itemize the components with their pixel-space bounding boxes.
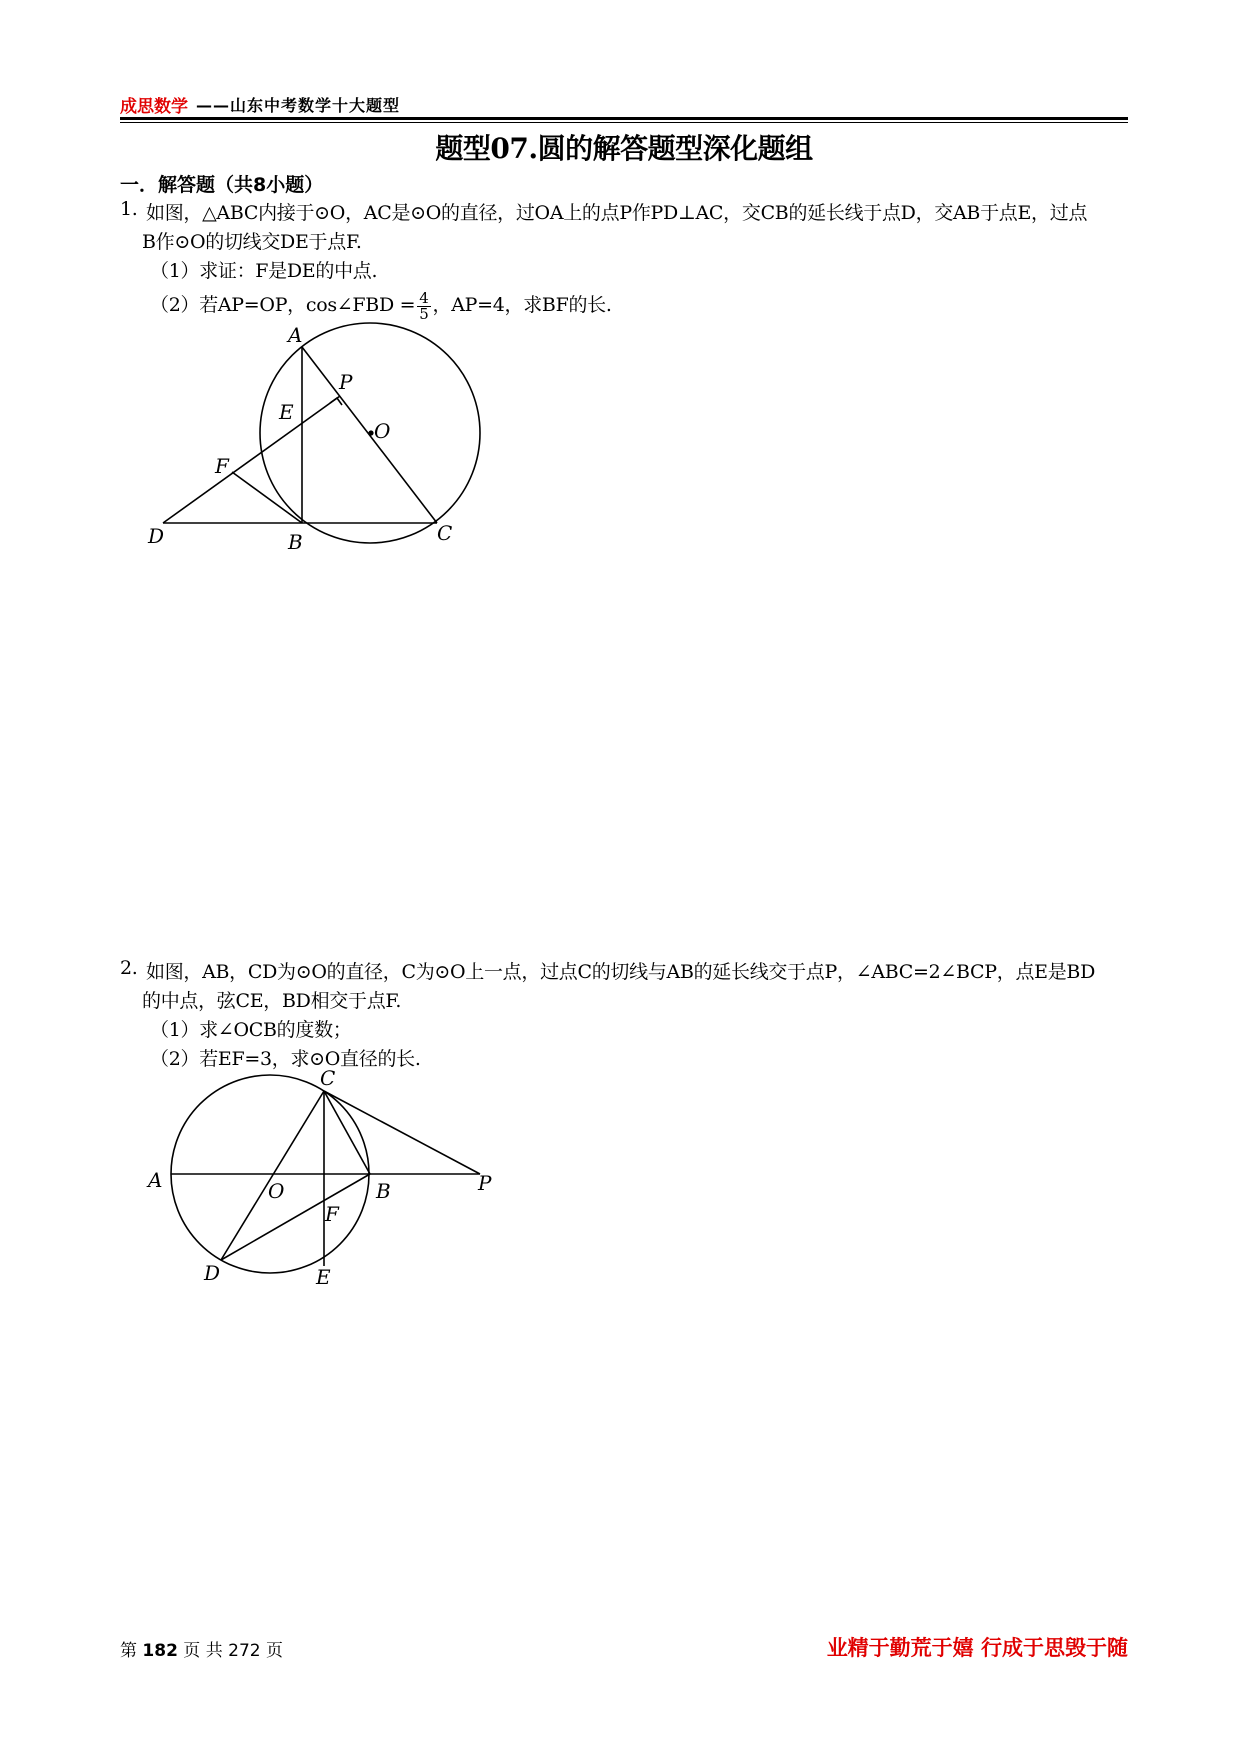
fig1-label-c: C <box>437 521 453 545</box>
fig2-label-a: A <box>148 1168 163 1192</box>
fig2-label-e: E <box>316 1265 331 1289</box>
fig2-label-o: O <box>268 1179 285 1203</box>
page-current: 182 <box>142 1641 178 1661</box>
fig1-label-d: D <box>148 524 165 548</box>
fig1-label-a: A <box>288 323 303 347</box>
page-mid: 页 共 <box>177 1641 229 1661</box>
fraction-denominator: 5 <box>419 304 429 323</box>
fig2-label-c: C <box>320 1066 336 1090</box>
page-number <box>120 1636 283 1661</box>
page-prefix: 第 <box>120 1641 143 1661</box>
problem-2-part2: （2）若EF=3，求⊙O直径的长. <box>150 1048 421 1070</box>
fig2-label-b: B <box>376 1179 391 1203</box>
problem-2-number: 2. <box>120 957 138 979</box>
problem-1-part2-suffix: ，AP=4，求BF的长. <box>432 294 612 316</box>
series-title: ——山东中考数学十大题型 <box>196 96 401 115</box>
page-total: 272 <box>228 1641 261 1661</box>
fig2-label-d: D <box>204 1261 221 1285</box>
page-suffix: 页 <box>260 1641 283 1661</box>
page-title: 题型07.圆的解答题型深化题组 <box>435 132 813 165</box>
fig2-diameter-cd <box>221 1091 324 1260</box>
problem-2-line1: 如图，AB，CD为⊙O的直径，C为⊙O上一点，过点C的切线与AB的延长线交于点P，∠ABC=2∠BCP，点E是BD <box>146 961 1096 983</box>
fig2-label-f: F <box>325 1202 339 1226</box>
problem-2-part1: （1）求∠OCB的度数； <box>150 1019 352 1041</box>
problem-1-part1: （1）求证：F是DE的中点. <box>150 260 378 282</box>
problem-1-part2-prefix: （2）若AP=OP，cos∠FBD = <box>150 294 416 316</box>
fig1-label-p: P <box>339 370 353 394</box>
problem-1-line2: B作⊙O的切线交DE于点F. <box>142 231 362 253</box>
fig2-chord-bd <box>221 1174 370 1260</box>
fig1-label-o: O <box>374 419 391 443</box>
brand-name: 成思数学 <box>120 97 188 117</box>
problem-1-line1: 如图，△ABC内接于⊙O，AC是⊙O的直径，过OA上的点P作PD⊥AC，交CB的延长线于点D，交AB于点E，过点 <box>146 202 1088 224</box>
fraction-numerator: 4 <box>419 288 429 307</box>
fig1-label-b: B <box>288 530 303 554</box>
problem-1-number: 1. <box>120 198 138 220</box>
fig1-label-f: F <box>215 454 229 478</box>
problem-2-line2: 的中点，弦CE，BD相交于点F. <box>142 990 402 1012</box>
section-heading: 一．解答题（共8小题） <box>120 174 324 196</box>
fig2-label-p: P <box>478 1171 492 1195</box>
fig1-label-e: E <box>279 400 294 424</box>
footer-motto: 业精于勤荒于嬉 行成于思毁于随 <box>826 1636 1128 1660</box>
